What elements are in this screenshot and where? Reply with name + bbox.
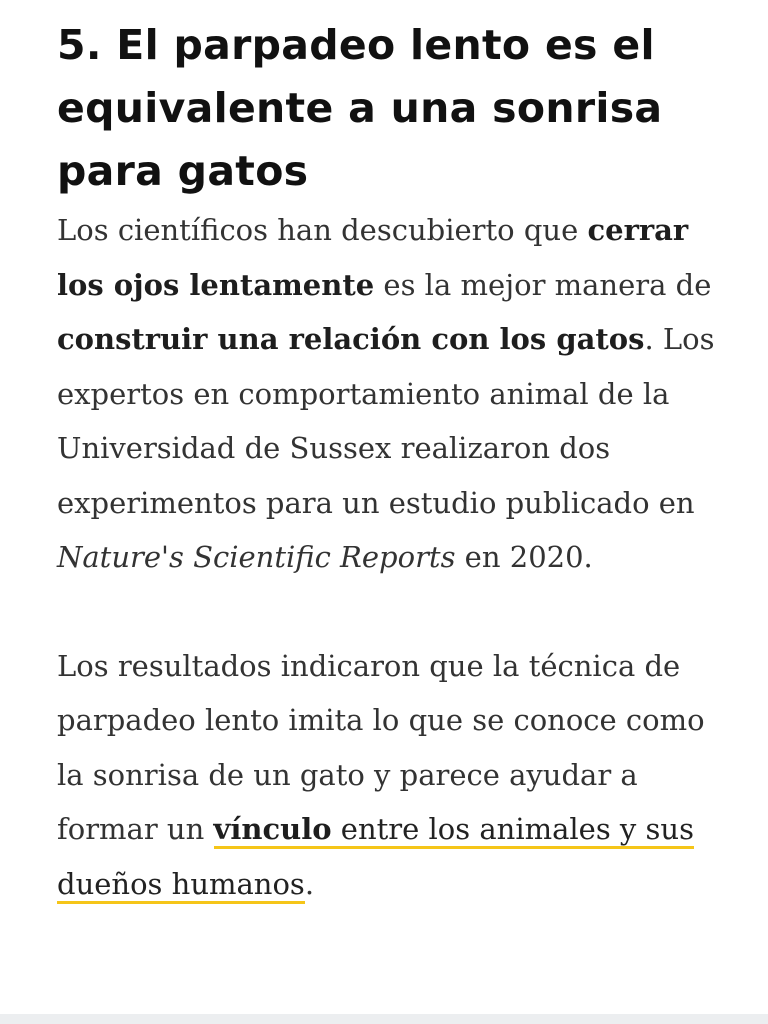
bold-phrase-relationship: construir una relación con los gatos: [57, 322, 645, 356]
paragraph-study-intro: [57, 203, 727, 585]
paragraph-text: es la mejor manera de: [374, 267, 712, 302]
paragraph-text: Los resultados indicaron que la técnica de parpadeo lento imita lo que se conoce como la sonrisa de un gato y parece ayudar a formar un: [57, 648, 705, 846]
paragraph-text: en 2020.: [455, 540, 593, 574]
footer-divider: [0, 1014, 768, 1024]
paragraph-results: [57, 639, 727, 912]
paragraph-text: . Los expertos en comportamiento animal de la Universidad de Sussex realizaron dos experimentos para un estudio publicado en: [57, 322, 715, 520]
paragraph-text: Los científicos han descubierto que: [57, 213, 588, 247]
bold-phrase-slow-blink: cerrar los ojos lentamente: [57, 213, 689, 302]
bond-link-text: entre los animales y sus dueños humanos: [57, 812, 694, 901]
journal-name: Nature's Scientific Reports: [57, 540, 456, 574]
article-section: [57, 14, 727, 911]
section-heading: 5. El parpadeo lento es el equivalente a una sonrisa para gatos: [57, 21, 663, 195]
bond-link-bold: vínculo: [213, 812, 332, 846]
paragraph-text: .: [304, 866, 315, 901]
